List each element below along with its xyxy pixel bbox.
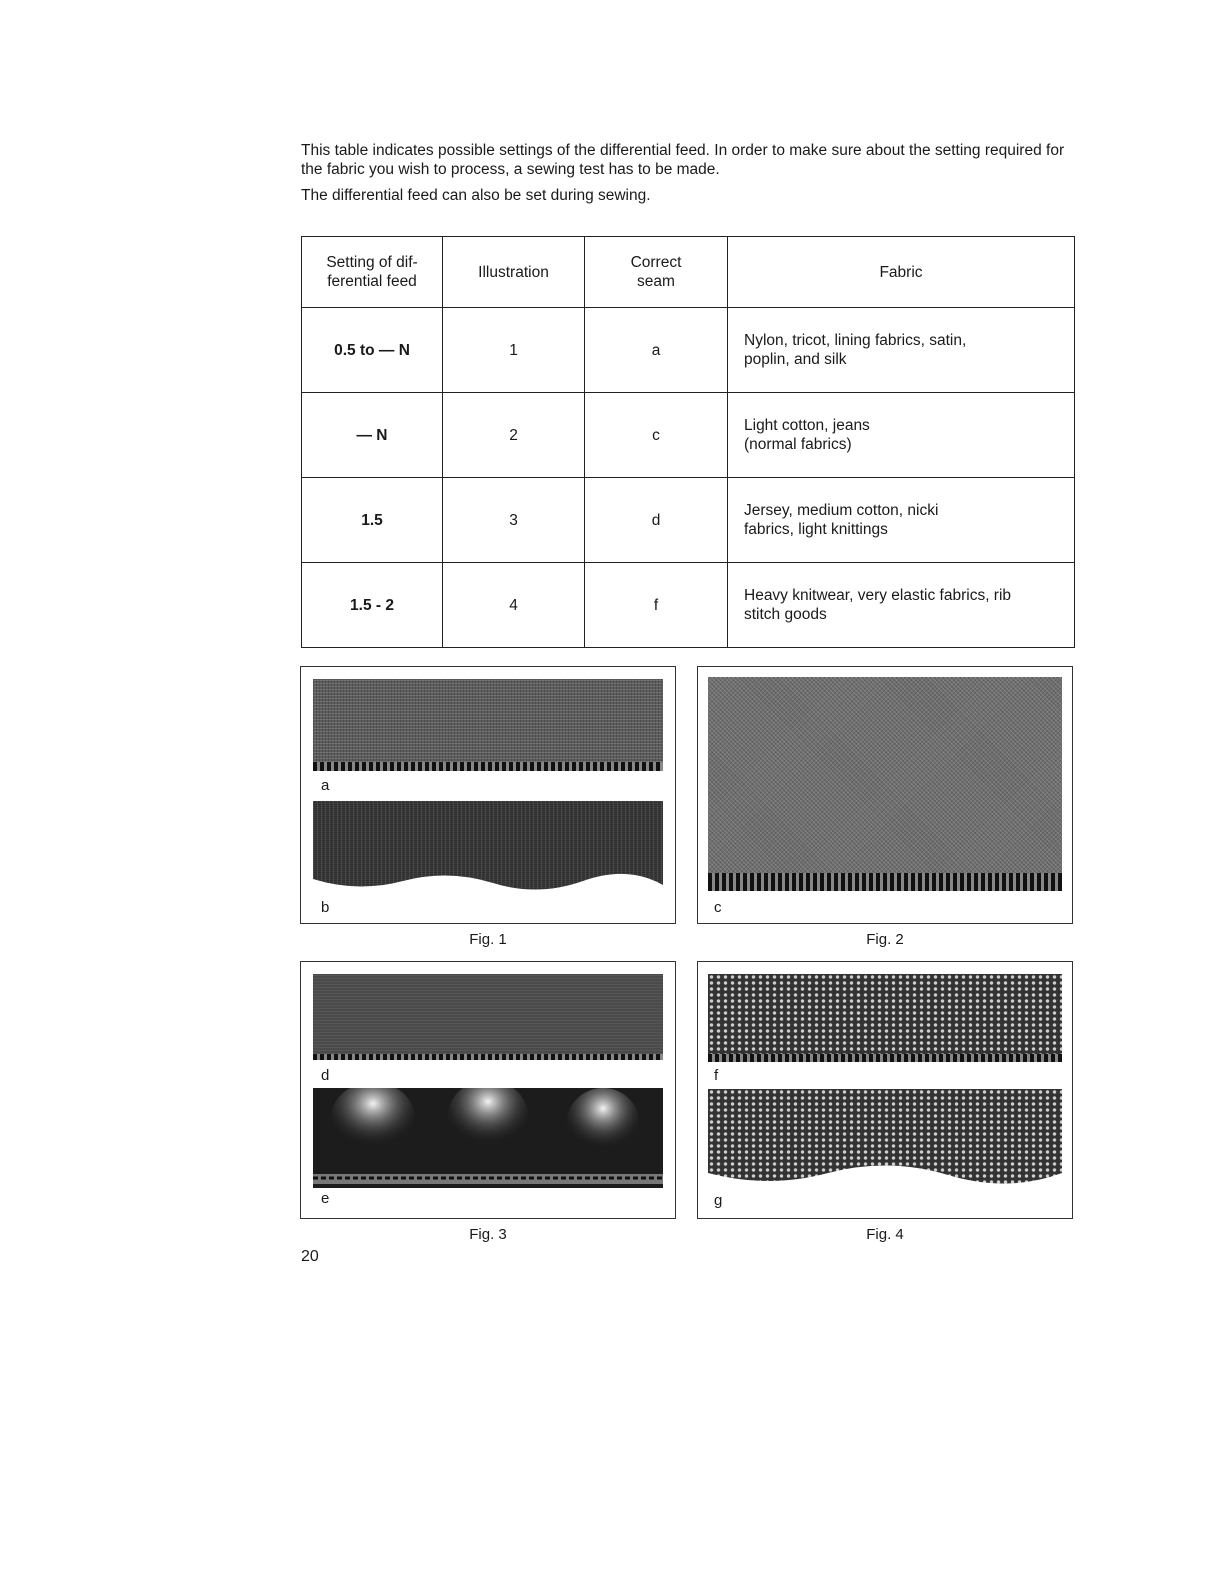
seam-sample-e	[313, 1088, 663, 1188]
intro-paragraph-1: This table indicates possible settings of the differential feed. In order to make sure about the setting required for the fabric you wish to process, a sewing test has to be made.	[301, 142, 1065, 178]
cell-seam: c	[585, 393, 728, 478]
cell-setting: 0.5 to — N	[302, 308, 443, 393]
cell-illustration: 3	[443, 478, 585, 563]
sample-label-a: a	[321, 777, 330, 794]
cell-setting: 1.5 - 2	[302, 563, 443, 648]
cell-illustration: 1	[443, 308, 585, 393]
figure-3-caption: Fig. 3	[469, 1226, 507, 1243]
intro-text	[301, 141, 1081, 212]
page-number: 20	[301, 1248, 319, 1265]
header-setting: Setting of dif- ferential feed	[302, 237, 443, 308]
puckered-edge-e	[313, 1088, 663, 1188]
figure-2-frame	[697, 666, 1073, 924]
cell-seam: f	[585, 563, 728, 648]
sample-label-b: b	[321, 899, 330, 916]
seam-sample-g	[708, 1089, 1062, 1189]
cell-fabric: Light cotton, jeans (normal fabrics)	[728, 393, 1075, 478]
sample-label-f: f	[714, 1067, 719, 1084]
seam-sample-d	[313, 974, 663, 1060]
table-header-row	[302, 237, 1075, 308]
figure-4-frame	[697, 961, 1073, 1219]
seam-sample-c	[708, 677, 1062, 891]
cell-seam: d	[585, 478, 728, 563]
table-row	[302, 308, 1075, 393]
table-row	[302, 478, 1075, 563]
cell-fabric: Nylon, tricot, lining fabrics, satin, poplin, and silk	[728, 308, 1075, 393]
cell-illustration: 2	[443, 393, 585, 478]
cell-seam: a	[585, 308, 728, 393]
intro-paragraph-2: The differential feed can also be set during sewing.	[301, 187, 651, 204]
overlock-edge	[313, 762, 663, 771]
figure-2-caption: Fig. 2	[866, 931, 904, 948]
table-row	[302, 393, 1075, 478]
figure-1-frame	[300, 666, 676, 924]
overlock-edge	[313, 1054, 663, 1060]
cell-setting: — N	[302, 393, 443, 478]
figure-4-caption: Fig. 4	[866, 1226, 904, 1243]
seam-sample-f	[708, 974, 1062, 1062]
table-row	[302, 563, 1075, 648]
differential-feed-table	[301, 236, 1075, 648]
header-fabric: Fabric	[728, 237, 1075, 308]
overlock-edge	[708, 873, 1062, 891]
sample-label-g: g	[714, 1192, 723, 1209]
cell-illustration: 4	[443, 563, 585, 648]
wavy-edge-g	[708, 1089, 1062, 1189]
seam-sample-a	[313, 679, 663, 771]
header-seam: Correct seam	[585, 237, 728, 308]
sample-label-d: d	[321, 1067, 330, 1084]
figure-1-caption: Fig. 1	[469, 931, 507, 948]
sample-label-e: e	[321, 1190, 330, 1207]
cell-setting: 1.5	[302, 478, 443, 563]
sample-label-c: c	[714, 899, 722, 916]
seam-sample-b	[313, 801, 663, 893]
cell-fabric: Jersey, medium cotton, nicki fabrics, light knittings	[728, 478, 1075, 563]
overlock-edge	[708, 1054, 1062, 1062]
figure-3-frame	[300, 961, 676, 1219]
wavy-edge-b	[313, 801, 663, 893]
header-illustration: Illustration	[443, 237, 585, 308]
cell-fabric: Heavy knitwear, very elastic fabrics, rib stitch goods	[728, 563, 1075, 648]
